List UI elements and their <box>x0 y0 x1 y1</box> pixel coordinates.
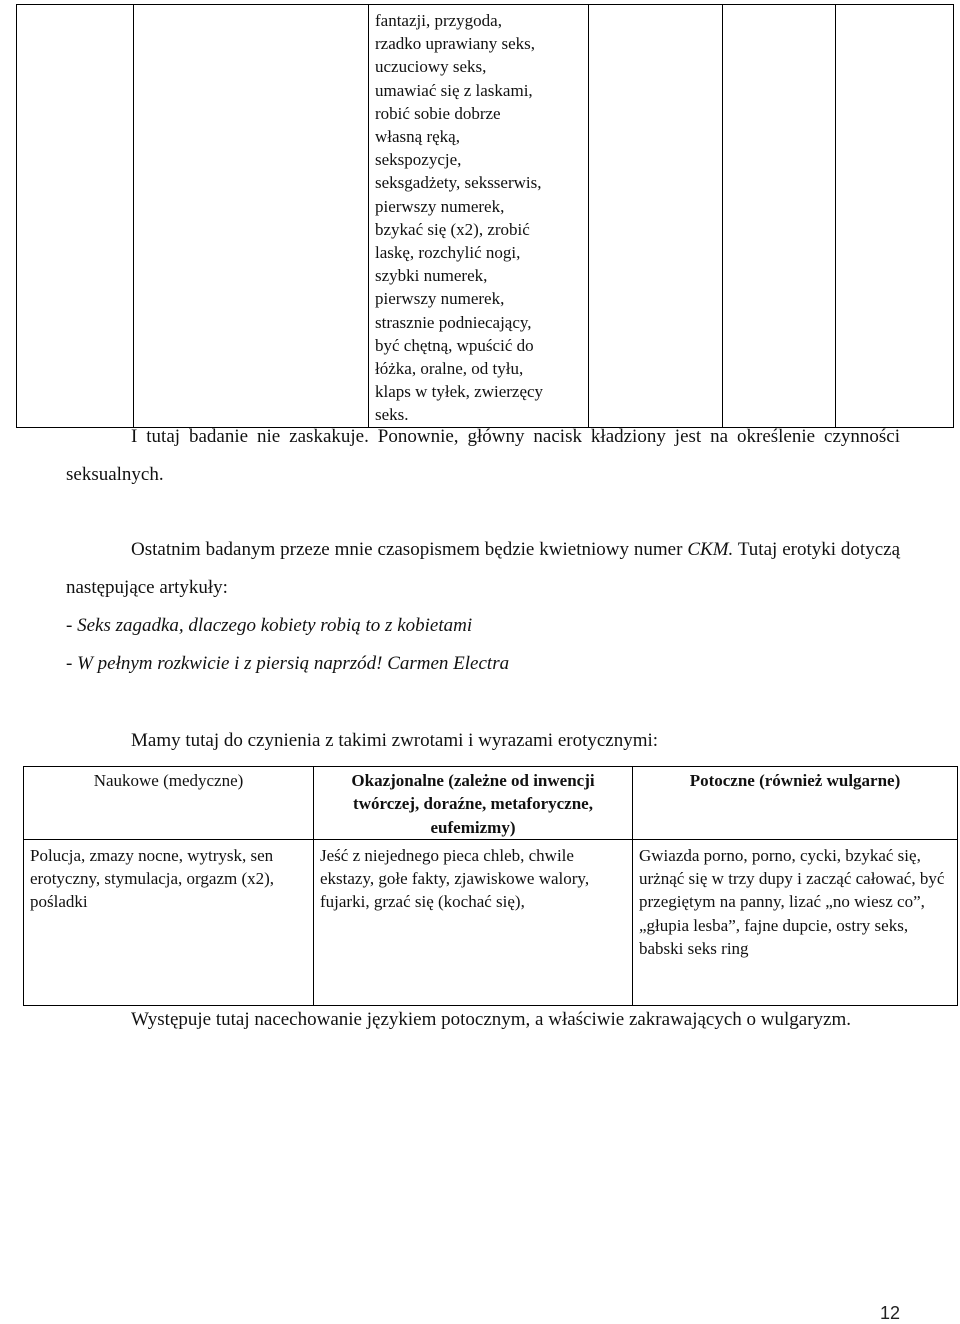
table-cell-empty <box>589 5 723 428</box>
page-number: 12 <box>879 1303 900 1323</box>
paragraph-text: Ostatnim badanym przeze mnie czasopismem będzie kwietniowy numer <box>131 539 688 560</box>
table-cell-empty <box>17 5 134 428</box>
paragraph-text: Mamy tutaj do czynienia z takimi zwrotami i wyrazami erotycznymi: <box>131 730 659 751</box>
continued-table <box>16 4 954 428</box>
phrase-list <box>369 5 588 427</box>
phrase-line: bzykać się (x2), zrobić <box>375 219 530 239</box>
magazine-name: CKM. <box>687 539 734 560</box>
paragraph-text: Występuje tutaj nacechowanie językiem potocznym, a właściwie zakrawających o wulgaryzm. <box>131 1009 852 1030</box>
phrase-line: łóżka, oralne, od tyłu, <box>375 359 524 379</box>
paragraph-text: Tutaj erotyki dotyczą następujące artykuły: <box>66 539 900 598</box>
cell-occasional: Jeść z niejednego pieca chleb, chwile ekstazy, gołe fakty, zjawiskowe walory, fujarki, grzać się (kochać się), <box>314 839 633 1005</box>
phrase-line: robić sobie dobrze <box>375 103 501 123</box>
table-header-row <box>24 767 958 840</box>
cell-scientific: Polucja, zmazy nocne, wytrysk, sen erotyczny, stymulacja, orgazm (x2), pośladki <box>24 839 314 1005</box>
phrase-line: sekspozycje, <box>375 150 462 170</box>
phrase-line: rzadko uprawiany seks, <box>375 34 536 54</box>
phrase-line: laskę, rozchylić nogi, <box>375 243 521 263</box>
phrase-line: seks. <box>375 405 409 425</box>
table-cell-empty <box>723 5 836 428</box>
vocabulary-table <box>23 766 958 1006</box>
phrase-line: klaps w tyłek, zwierzęcy <box>375 382 544 402</box>
phrase-line: fantazji, przygoda, <box>375 11 502 30</box>
phrase-line: własną ręką, <box>375 127 460 147</box>
table-cell-empty <box>134 5 369 428</box>
cell-colloquial: Gwiazda porno, porno, cycki, bzykać się, urżnąć się w trzy dupy i zacząć całować, być przegiętym na panny, lizać „no wiesz co”, „głupia lesba”, fajne dupcie, ostry seks, babski seks ring <box>633 839 958 1005</box>
phrase-line: umawiać się z laskami, <box>375 80 533 100</box>
paragraph-ckm-intro <box>66 531 900 683</box>
phrase-line: szybki numerek, <box>375 266 488 286</box>
phrase-line: uczuciowy seks, <box>375 57 487 77</box>
phrase-line: pierwszy numerek, <box>375 289 505 309</box>
phrase-line: seksgadżety, seksserwis, <box>375 173 542 193</box>
header-scientific: Naukowe (medyczne) <box>24 767 314 840</box>
article-title: - W pełnym rozkwicie i z piersią naprzód! Carmen Electra <box>66 653 510 674</box>
table-cell-empty <box>836 5 954 428</box>
phrase-line: pierwszy numerek, <box>375 196 505 216</box>
phrase-line: być chętną, wpuścić do <box>375 335 534 355</box>
header-colloquial: Potoczne (również wulgarne) <box>633 767 958 840</box>
table-cell-phrases <box>369 5 589 428</box>
paragraph-survey-result <box>66 418 900 494</box>
header-occasional: Okazjonalne (zależne od inwencji twórczej, doraźne, metaforyczne, eufemizmy) <box>314 767 633 840</box>
paragraph-text: I tutaj badanie nie zaskakuje. Ponownie, główny nacisk kładziony jest na określenie czynności seksualnych. <box>66 426 900 485</box>
paragraph-conclusion <box>66 1001 900 1039</box>
article-title: - Seks zagadka, dlaczego kobiety robią to z kobietami <box>66 615 473 636</box>
paragraph-table-intro <box>66 722 900 760</box>
phrase-line: strasznie podniecający, <box>375 312 532 332</box>
table-row <box>24 839 958 1005</box>
